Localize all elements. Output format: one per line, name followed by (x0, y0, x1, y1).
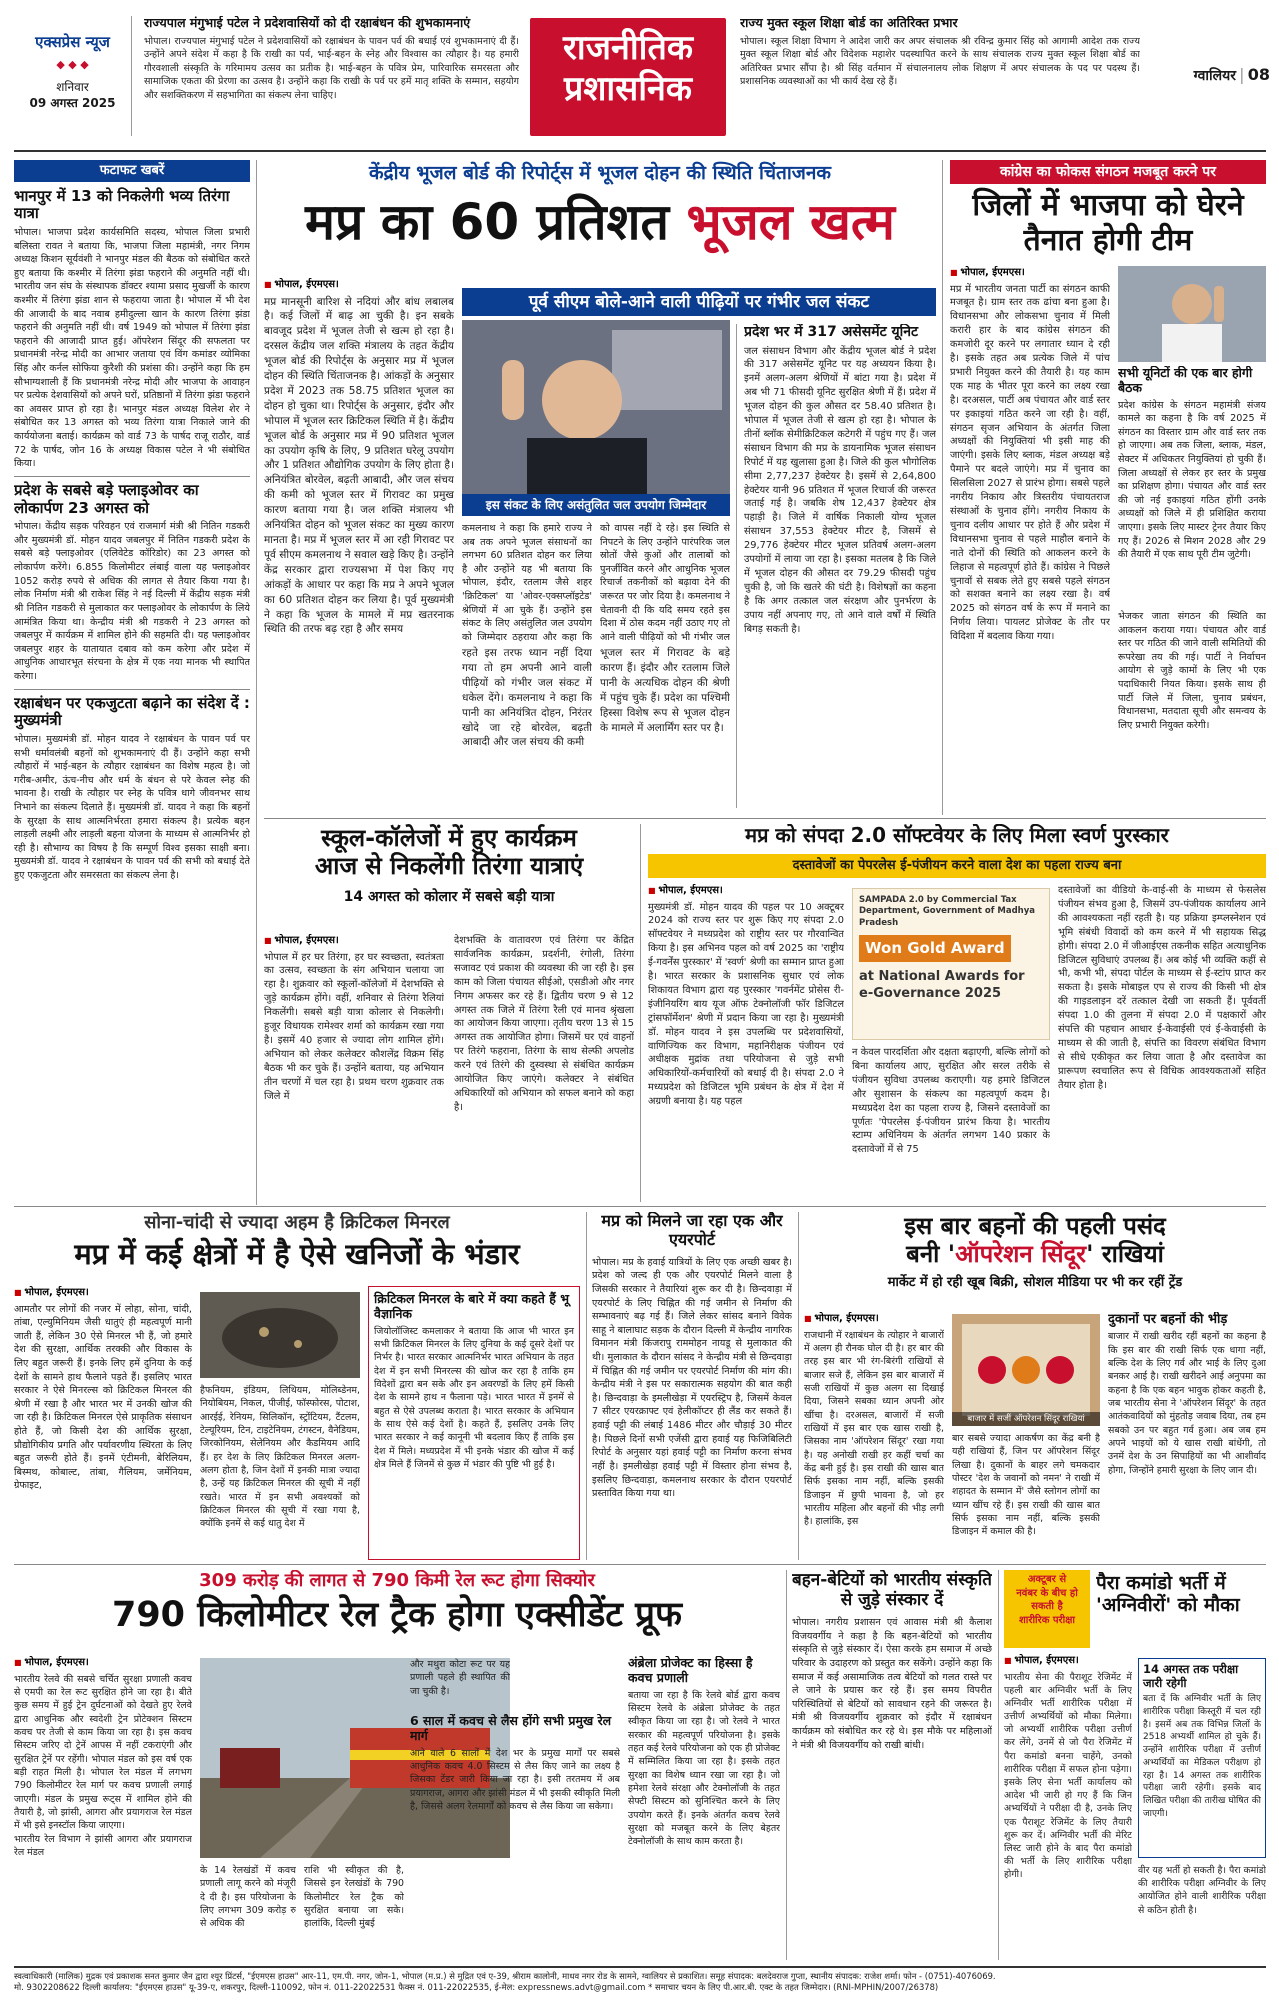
award-title: Won Gold Award (859, 935, 1011, 961)
groundwater-story (264, 160, 936, 815)
fatafat-item-headline: प्रदेश के सबसे बड़े फ्लाइओवर का लोकार्पण 23 अगस्त को (14, 480, 199, 517)
schools-subhead: 14 अगस्त को कोलार में सबसे बड़ी यात्रा (343, 888, 555, 905)
page-divider: | (1239, 65, 1245, 84)
masthead-brand-block (14, 16, 132, 136)
section-rule (264, 818, 1266, 819)
section-banner (530, 18, 726, 136)
congress-headline: जिलों में भाजपा को घेरने तैनात होगी टीम (972, 188, 1244, 259)
byline: ■ भोपाल, ईएमएस। (14, 1656, 192, 1670)
congress-box-body: प्रदेश कांग्रेस के संगठन महामंत्री संजय कामले का कहना है कि वर्ष 2025 में संगठन का विस्तार ग्राम और वार्ड स्तर तक हो जाएगा। अब तक जिला, ब्लाक, मंडल, सेक्टर में अधिकतर नियुक्तियां हो चुकी हैं। जिला अध्यक्षों से लेकर हर स्तर के प्रमुख का प्रशिक्षण होगा। पंचायत और वार्ड स्तर की जो नई इकाइयां गठित होंगी उनके अध्यक्षों को जिले में ही प्रशिक्षित कराया जाएगा। इसके लिए मास्टर ट्रेनर तैयार किए गए हैं। 2026 से मिशन 2028 और 29 की तैयारी में एक साथ पूरी टीम जुटेगी। (1118, 399, 1266, 561)
rail-box-body: आने वाले 6 सालों में देश भर के प्रमुख मार्गों पर सबसे आधुनिक कवच 4.0 सिस्टम से लैस किए जाने का लक्ष्य है जिसका टेंडर जारी किया जा रहा है। इसी तरतमय में अब प्रयागराज, आगरा और झांसी मंडल में भी इसकी स्वीकृति मिली है, जिससे अलग रेलमार्गों को कवच से लैस किया जा सकेगा। (410, 1747, 620, 1812)
column-rule (998, 1570, 999, 1960)
rail-col4-body: और मथुरा कोटा रूट पर यह प्रणाली पहले ही स्थापित की जा चुकी है। (410, 1659, 510, 1697)
congress-kicker-bar (950, 160, 1266, 184)
divider (14, 689, 250, 690)
portrait-illustration (462, 320, 730, 516)
rakhi-box (1108, 1312, 1266, 1560)
top-right-headline: राज्य मुक्त स्कूल शिक्षा बोर्ड का अतिरिक्त प्रभार (740, 16, 958, 30)
groundwater-col2a (462, 522, 592, 642)
congress-box (1118, 366, 1266, 604)
groundwater-kicker: केंद्रीय भूजल बोर्ड की रिपोर्ट्स में भूजल दोहन की स्थिति चिंताजनक (368, 162, 832, 184)
agniveer-badge-line3: सकती है (1031, 1601, 1063, 1612)
rail-col3 (304, 1864, 404, 1960)
agniveer-story (1004, 1570, 1266, 1960)
minerals-box-head: क्रिटिकल मिनरल के बारे में क्या कहते हैं भू वैज्ञानिक (374, 1291, 570, 1321)
congress-box-head: सभी यूनिटों की एक बार होगी बैठक (1118, 366, 1253, 395)
rail-col1 (14, 1656, 192, 1960)
leader-illustration (1118, 266, 1266, 362)
rail-col2 (200, 1864, 296, 1960)
divider (14, 476, 250, 477)
photo-caption-bar (462, 494, 730, 516)
rock-illustration (200, 1292, 360, 1378)
sampada-col2-body: न केवल पारदर्शिता और दक्षता बढ़ाएगी, बल्कि लोगों को बिना कार्यालय आए, सुरक्षित और सरल तरीके से पंजीयन सुविधा उपलब्ध कराएगी। यह हमारे डिजिटल और सुशासन के संकल्प का महत्वपूर्ण कदम है। मध्यप्रदेश देश का पहला राज्य है, जिसने दस्तावेजों का पूर्णतः 'पेपरलेस ई-पंजीयन प्रारंभ किया है। भारतीय स्टाम्प अधिनियम के अंतर्गत लगभग 140 प्रकार के दस्तावेजों में से 75 (852, 1047, 1050, 1156)
airport-headline: मप्र को मिलने जा रहा एक और एयरपोर्ट (601, 1212, 783, 1249)
fatafat-item-headline: रक्षाबंधन पर एकजुटता बढ़ाने का संदेश दें : मुख्यमंत्री (14, 693, 250, 730)
congress-col2 (1118, 610, 1266, 814)
sampada-col3-body: दस्तावेजों का वीडियो के-वाई-सी के माध्यम से फेसलेस पंजीयन संभव हुआ है, जिसमें उप-पंजीयक कार्यालय आने की आवश्यकता नहीं रहती है। यह प्रक्रिया इम्प्लस्नेशन एवं भूमि संबंधी विवादों को कम करने में भी सहायक सिद्ध होगी। संपदा 2.0 में जीआईएस तकनीक सहित अत्याधुनिक डिजिटल सुविधाएं उपलब्ध हैं। अब कोई भी व्यक्ति कहीं से भी, कभी भी, संपदा पोर्टल के माध्यम से ई-स्टांप प्राप्त कर सकता है। इसके मोबाइल एप से राज्य की किसी भी क्षेत्र की गाइडलाइन दरें तत्काल देखी जा सकती हैं। पूर्ववर्ती संपदा 1.0 की तुलना में संपदा 2.0 में पक्षकारों और संपत्ति की पहचान आधार ई-केवाईसी एवं ई-केवाईसी के माध्यम से की जाती है, संपत्ति का विवरण संबंधित विभाग से सीधे एकीकृत कर लिया जाता है और दस्तावेज का प्रारूपण स्वचालित रूप से विधिक आवश्यकताओं सहित तैयार होता है। (1058, 885, 1266, 1091)
congress-story (950, 160, 1266, 815)
rakhi-headline-post: ' राखियां (1086, 1240, 1164, 1269)
groundwater-col2b-body: को वापस नहीं दे रहे। इस स्थिति से निपटने के लिए उन्होंने पारंपरिक जल स्रोतों जैसे कुओं और तालाबों को पुनर्जीवित करने और आधुनिक भूजल रिचार्ज तकनीकों को बढ़ावा देने की जरूरत पर जोर दिया है। कमलनाथ ने चेतावनी दी कि यदि समय रहते इस दिशा में ठोस कदम नहीं उठाए गए तो आने वाली पीढ़ियों को भी गंभीर जल (600, 523, 730, 642)
rail-box (410, 1714, 620, 1960)
column-rule (586, 1212, 587, 1560)
agniveer-box (1138, 1658, 1266, 1858)
rakhi-body: राजधानी में रक्षाबंधन के त्योहार ने बाजारों में अलग ही रौनक घोल दी है। हर बार की तरह इस बार भी रंग-बिरंगी राखियों से बाजार सजे हैं, लेकिन इस बार बाजारों में सजी राखियों में कुछ अलग सा दिखाई दिया, जिसने सबका ध्यान अपनी ओर खींचा है। दरअसल, बाजारों में सजी राखियों में इस बार एक खास राखी है, जिसका नाम 'ऑपरेशन सिंदूर' रखा गया है। यह अनोखी राखी हर कहीं चर्चा का केंद्र बनी हुई है। इस राखी की खास बात सिर्फ इसका नाम नहीं, बल्कि इसकी डिजाइन में छुपी भावना है, जो हर भारतीय महिला और बहनों की भीड़ लगी है। हालांकि, इस (804, 1329, 944, 1528)
rakhi-illustration (952, 1314, 1100, 1426)
sampada-subhead: दस्तावेजों का पेपरलेस ई-पंजीयन करने वाला देश का पहला राज्य बना (792, 857, 1122, 873)
groundwater-col2d-body: भूजल स्तर में गिरावट के बड़े कारण हैं। इंदौर और रतलाम जिले पानी के अत्यधिक दोहन की श्रेणी में पहुंच चुके हैं। प्रदेश का पश्चिमी हिस्सा विशेष रूप से भूजल दोहन के मामले में अलार्मिंग स्तर पर है। (600, 647, 730, 734)
fatafat-item (14, 482, 250, 684)
congress-body2: भेजकर जाता संगठन की स्थिति का आकलन कराया गया। पंचायत और वार्ड स्तर पर गठित की जाने वाली समितियों की रूपरेखा तय की गई। पार्टी ने निर्वाचन आयोग से जुड़े कामों के लिए भी एक पदाधिकारी नियत किया। इसके साथ ही पार्टी जिले में जिला, चुनाव प्रबंधन, विधानसभा, मतदाता सूची और समन्वय के लिए प्रभारी नियुक्त करेगी। (1118, 611, 1266, 731)
top-right-body: भोपाल। स्कूल शिक्षा विभाग ने आदेश जारी कर अपर संचालक श्री रविन्द्र कुमार सिंह को आगामी आदेश तक राज्य मुक्त स्कूल शिक्षा बोर्ड और विदेशक महाशेर पदस्थापित करने के साथ संचालक राज्य मुक्त स्कूल शिक्षा बोर्ड का अतिरिक्त प्रभार सौंपा है। श्री सिंह वर्तमान में संचालनालय लोक शिक्षण में अपर संचालक के पद पर पदस्थ हैं। प्रशासनिक व्यवस्थाओं का भी कार्य देख रहे हैं। (740, 35, 1140, 88)
kamalnath-photo (462, 320, 730, 516)
congress-col1 (950, 266, 1110, 814)
agniveer-badge-line2: नवंबर के बीच हो (1016, 1587, 1078, 1599)
section-name-line2: प्रशासनिक (563, 68, 693, 109)
minerals-box (368, 1286, 580, 1560)
agniveer-badge-line1: अक्टूबर से (1027, 1574, 1067, 1585)
rakhi-photo (952, 1314, 1100, 1426)
sampada-col1 (648, 884, 844, 1202)
rakhi-col2 (952, 1432, 1100, 1560)
agniveer-badge-line4: शारीरिक परीक्षा (1018, 1614, 1076, 1626)
rail-kicker: 309 करोड़ की लागत से 790 किमी रेल रूट होगा सिक्योर (199, 1570, 595, 1591)
groundwater-sidebar-body: जल संसाधन विभाग और केंद्रीय भूजल बोर्ड ने प्रदेश की 317 असेसमेंट यूनिट पर यह अध्ययन किया है। इनमें अलग-अलग श्रेणियों में बांटा गया है। प्रदेश में अब भी 71 फीसदी यूनिट सुरक्षित श्रेणी में हैं। प्रदेश में भूजल दोहन की कुल औसत दर 58.40 प्रतिशत है। भोपाल में भूजल तेजी से खत्म हो रहा है। भोपाल के तीनों ब्लॉक सेमीक्रिटिकल कटेगरी में पहुंच गए हैं। जल संसाधन विभाग की मप्र के डायनामिक भूजल संसाधन रिपोर्ट में यह खुलासा हुआ है। जिले की कुल भौगोलिक सीमा 2,77,237 हेक्टेयर है। इसमें से 2,64,800 हेक्टेयर यानी 96 प्रतिशत में भूजल रिचार्ज की जरूरत जताई गई है। जबकि शेष 12,437 हेक्टेयर क्षेत्र पहाड़ी है। जिले में वार्षिक निकाली योग्य भूजल संसाधन 37,553 हेक्टेयर मीटर है, जिसमें से 29,776 हेक्टेयर मीटर भूजल प्रतिवर्ष अलग-अलग उपयोगों में लाया जा रहा है। इसका मतलब है कि जिले में भूजल दोहन की औसत दर 79.29 फीसदी पहुंच चुकी है, जो कि खतरे की घंटी है। विशेषज्ञों का कहना है कि अगर तत्काल जल संरक्षण और पुनर्भरण के उपाय नहीं अपनाए गए, तो आने वाले वर्षों में स्थिति बिगड़ सकती है। (744, 345, 936, 635)
imprint-line2: मो. 9302208622 दिल्ली कार्यालय: "ईएमएस हाउस" यू-39-ए, शकरपुर, दिल्ली-110092, फोन नं. 011-22022531 फैक्स नं. 011-22022535, ई-मेल: expressnews.advt@gmail.com * समाचार चयन के लिए पी.आर.बी. एक्ट के तहत जिम्मेदार। (RNI-MPHIN/2007/26378) (14, 1982, 939, 1993)
top-left-story (144, 16, 519, 140)
schools-story (264, 824, 634, 1202)
sampada-col1-body: मुख्यमंत्री डॉ. मोहन यादव की पहल पर 10 अक्टूबर 2024 को राज्य स्तर पर शुरू किए गए संपदा 2.0 सॉफ्टवेयर ने मध्यप्रदेश को राष्ट्रीय स्तर पर गौरवान्वित किया है। इस अभिनव पहल को वर्ष 2025 का 'राष्ट्रीय ई-गवर्नेंस पुरस्कार' में 'स्वर्ण' श्रेणी का सम्मान प्राप्त हुआ है। भारत सरकार के प्रशासनिक सुधार एवं लोक शिकायत विभाग द्वारा यह पुरस्कार 'गवर्नमेंट प्रोसेस री-इंजीनियरिंग बाय यूज ऑफ टेक्नोलॉजी फॉर डिजिटल ट्रांसफॉर्मेशन' श्रेणी में प्रदान किया जा रहा है। मुख्यमंत्री डॉ. मोहन यादव ने इस उपलब्धि पर प्रदेशवासियों, वाणिज्यिक कर विभाग, महानिरीक्षक पंजीयन एवं अधीक्षक मुद्रांक तथा परियोजना से जुड़े सभी अधिकारियों-कर्मचारियों को बधाई दी है। संपदा 2.0 ने मध्यप्रदेश को डिजिटल भूमि प्रबंधन के क्षेत्र में देश में अग्रणी बनाया है। यह पहल (648, 901, 844, 1108)
fatafat-item (14, 695, 250, 883)
byline: ■ भोपाल, ईएमएस। (648, 884, 844, 898)
agniveer-body: भारतीय सेना की पैराशूट रेजिमेंट में पहली बार अग्निवीर भर्ती के लिए अग्निवीर भर्ती शारीरिक परीक्षा में उत्तीर्ण अभ्यर्थियों को मौका मिलेगा। जो अभ्यर्थी शारीरिक परीक्षा उत्तीर्ण कर लेंगे, उनमें से जो पैरा रेजिमेंट में पैरा कमांडो बनना चाहेंगे, उनको शारीरिक परीक्षा में सफल होना पड़ेगा। इसके लिए सेना भर्ती कार्यालय को आदेश भी जारी हो गए हैं कि जिन अभ्यर्थियों ने परीक्षा दी है, उनके लिए एक पैराशूट रेजिमेंट के लिए तैयारी शुरू कर दें। अग्निवीर भर्ती की मेरिट लिस्ट जारी होने के बाद पैरा कमांडो की भर्ती के लिए शारीरिक परीक्षा होगी। (1004, 1671, 1132, 1881)
schools-headline-line1: स्कूल-कॉलेजों में हुए कार्यक्रम (321, 824, 577, 852)
issue-date: 09 अगस्त 2025 (29, 96, 116, 111)
rail-col1b-body: भारतीय रेल विभाग ने झांसी आगरा और प्रयागराज रेल मंडल (14, 1833, 192, 1858)
rail-col1-body: भारतीय रेलवे की सबसे चर्चित सुरक्षा प्रणाली कवच से एमपी का रेल रूट सुरक्षित होने जा रहा है। बीते कुछ समय में हुई ट्रेन दुर्घटनाओं को देखते हुए रेलवे द्वारा आधुनिक और स्वदेशी ट्रेन प्रोटेक्शन सिस्टम कवच पर तेजी से काम किया जा रहा है। इस कवच सिस्टम जरिए दो ट्रेनें आपस में नहीं टकराएंगी और सुरक्षित ट्रेनें पर रहेंगी। भोपाल मंडल को इस वर्ष एक बड़ी राहत मिली है। भोपाल रेल मंडल में लगभग 790 किलोमीटर रेल मार्ग पर कवच प्रणाली लगाई जाएगी। मंडल के प्रमुख रूट्स में शामिल होने की तैयारी है, जो झांसी, आगरा और प्रयागराज रेल मंडल में भी इसे इनस्टॉल किया जाएगा। (14, 1673, 192, 1832)
rakhi-story (804, 1212, 1266, 1560)
minerals-kicker: सोना-चांदी से ज्यादा अहम है क्रिटिकल मिनरल (144, 1212, 450, 1233)
sanskriti-body: भोपाल। नगरीय प्रशासन एवं आवास मंत्री श्री कैलाश विजयवर्गीय ने कहा है कि बहन-बेटियों को भारतीय संस्कृति से जुड़े संस्कार दें। ऐसा करके हम समाज में अच्छे परिवार के उदाहरण को प्रस्तुत कर सकेंगे। उन्होंने कहा कि समाज में कई असामाजिक तत्व बेटियों को गलत रास्ते पर ले जाने के प्रयास कर रहे हैं। इस समय विपरीत परिस्थितियों से बेटियों को सावधान रहने की जरूरत है। मंत्री श्री विजयवर्गीय शुक्रवार को इंदौर में रक्षाबंधन कार्यक्रम को संबोधित कर रहे थे। इस मौके पर महिलाओं ने मंत्री श्री विजयवर्गीय को राखी बांधी। (792, 1617, 992, 1751)
minerals-col1-body: आमतौर पर लोगों की नजर में लोहा, सोना, चांदी, तांबा, एल्युमिनियम जैसी धातुएं ही महत्वपूर्ण मानी जाती हैं, लेकिन 30 ऐसे मिनरल भी हैं, जो हमारे देश की सुरक्षा, आर्थिक तरक्की और विकास के लिए बहुत जरूरी हैं। इनके लिए हमें दुनिया के कई देशों के सामने हाथ फैलाने पड़ते हैं। इसलिए भारत सरकार ने ऐसे मिनरल्स को क्रिटिकल मिनरल की श्रेणी में रखा है और भारत भर में उनकी खोज की जा रही है। क्रिटिकल मिनरल ऐसे प्राकृतिक संसाधन होते हैं, जो किसी देश की आर्थिक सुरक्षा, प्रौद्योगिकीय प्रगति और पर्यावरणीय स्थिरता के लिए बहुत जरूरी होते हैं। इनमें एंटीमनी, बेरिलियम, बिस्मथ, कोबाल्ट, तांबा, गैलियम, जर्मेनियम, ग्रेफाइट, (14, 1303, 192, 1492)
sampada-headline: मप्र को संपदा 2.0 सॉफ्टवेयर के लिए मिला स्वर्ण पुरस्कार (745, 824, 1169, 847)
groundwater-subhead: पूर्व सीएम बोले-आने वाली पीढ़ियों पर गंभीर जल संकट (528, 292, 870, 312)
agniveer-headline-line2: 'अग्निवीरों' को मौका (1096, 1594, 1240, 1617)
fatafat-item-headline: भानपुर में 13 को निकलेगी भव्य तिरंगा यात्रा (14, 186, 230, 223)
fatafat-item (14, 188, 250, 471)
masthead-rule (14, 150, 1266, 152)
sampada-col3 (1058, 884, 1266, 1202)
page-label (1150, 64, 1270, 94)
congress-body: मप्र में भारतीय जनता पार्टी का संगठन काफी मजबूत है। ग्राम स्तर तक ढांचा बना हुआ है। विधानसभा और लोकसभा चुनाव में मिली करारी हार के बाद कांग्रेस संगठन की कमजोरी दूर करने पर लगातार ध्यान दे रही है। इसके तहत अब प्रत्येक जिले में पांच प्रभारी नियुक्त करने की तैयारी है। यह काम एक माह के भीतर पूरा करने का लक्ष्य रखा है। दरअसल, पार्टी अब पंचायत और वार्ड स्तर पर इकाइयां गठित करने जा रही है। वहीं, संगठन सृजन अभियान के अंतर्गत जिला अध्यक्षों की नियुक्तियां भी इसी माह की जाएंगी। इसके लिए ब्लाक, मंडल अध्यक्ष बड़े पैमाने पर बदले जाएंगे। मप्र में चुनाव का सिलसिला 2027 से प्रारंभ होगा। सबसे पहले नगरीय निकाय और त्रिस्तरीय पंचायतराज संस्थाओं के चुनाव होंगे। नगरीय निकाय के चुनाव दलीय आधार पर होते हैं और प्रदेश में विधानसभा चुनाव से पहले माहौल बनाने के नाते दोनों की स्थिति को आकलन करने के लिहाज से महत्वपूर्ण होते हैं। कांग्रेस ने पिछले चुनावों से सबक लेते हुए सबसे पहले संगठन को सशक्त बनाने का लक्ष्य रखा है। वर्ष 2025 को संगठन वर्ष के रूप में मनाने का निर्णय लिया। पायलट प्रोजेक्ट के तौर पर विदिशा में बदलाव किया गया। (950, 283, 1110, 643)
schools-col1 (264, 934, 444, 1202)
column-rule (640, 824, 641, 1202)
agniveer-headline-line1: पैरा कमांडो भर्ती में (1096, 1572, 1226, 1594)
top-left-body: भोपाल। राज्यपाल मंगुभाई पटेल ने प्रदेशवासियों को रक्षाबंधन के पावन पर्व की बधाई एवं शुभकामनाएं दी हैं। उन्होंने अपने संदेश में कहा है कि राखी का पर्व, भाई-बहन के स्नेह और विश्वास का त्यौहार है। यह हमारी गौरवशाली संस्कृति के गरिमामय उत्सव का प्रतीक है। भाई-बहन के पवित्र प्रेम, पारिवारिक समरसता और सामाजिक एकता की प्रेरणा का उत्सव है। उन्होंने कहा कि राखी के पर्व पर हमें मातृ शक्ति के सम्मान, सहयोग और सशक्तिकरण में सहभागिता का संकल्प लेना चाहिए। (144, 35, 519, 101)
groundwater-col1 (264, 278, 454, 808)
groundwater-sidebar (744, 324, 936, 812)
airport-story (592, 1212, 792, 1560)
award-sub: at National Awards for e-Governance 2025 (859, 968, 1025, 1002)
photo-caption: इस संकट के लिए असंतुलित जल उपयोग जिम्मेदार (485, 498, 707, 512)
rakhi-headline-accent: ऑपरेशन सिंदूर (955, 1240, 1087, 1269)
brand-name: एक्सप्रेस न्यूज (35, 33, 110, 51)
issue-day: शनिवार (56, 80, 89, 95)
schools-col1-body: भोपाल में हर घर तिरंगा, हर घर स्वच्छता, स्वतंत्रता का उत्सव, स्वच्छता के संग अभियान चलाया जा रहा है। शुक्रवार को स्कूलों-कॉलेजों में देशभक्ति से जुड़े कार्यक्रम होंगे। वहीं, शनिवार से तिरंगा रैलियां निकलेंगी। सबसे बड़ी यात्रा कोलार से निकलेगी। हुजूर विधायक रामेश्वर शर्मा को कार्यक्रम रखा गया है। इसमें 40 हजार से ज्यादा लोग शामिल होंगे। अभियान को लेकर कलेक्टर कौशलेंद्र विक्रम सिंह बैठक भी कर चुके हैं। उन्होंने बताया, यह अभियान तीन चरणों में चल रहा है। प्रथम चरण शुक्रवार तक जिले में (264, 951, 444, 1102)
photo-caption-bar (952, 1412, 1100, 1426)
column-rule (942, 160, 943, 815)
rail-side-head: अंब्रेला प्रोजेक्ट का हिस्सा है कवच प्रणाली (628, 1656, 753, 1685)
groundwater-col2c-body: रहते इस तरफ ध्यान नहीं दिया गया तो हम अपनी आने वाली पीढ़ियों को गंभीर जल संकट में धकेल देंगे। कमलनाथ ने कहा कि पानी का अनियंत्रित दोहन, निरंतर खोदे जा रहे बोरवेल, बढ़ती आबादी और जल संचय की कमी (462, 647, 592, 749)
section-rule (14, 1206, 1266, 1207)
agniveer-col1 (1004, 1654, 1132, 1960)
rail-side-body: बताया जा रहा है कि रेलवे बोर्ड द्वारा कवच सिस्टम रेलवे के अंब्रेला प्रोजेक्ट के तहत स्वीकृत किया जा रहा है। जो रेलवे ने भारत सरकार की महत्वपूर्ण परियोजना है। इसके तहत कई रेलवे परियोजना को एक ही प्रोजेक्ट में सम्मिलित किया जा रहा है। इसके तहत सुरक्षा का विशेष ध्यान रखा जा रहा है। जो हमेशा रेलवे संरक्षा और टेक्नोलॉजी के तहत सेफ्टी सिस्टम को सुनिश्चित करने के लिए उपयोग करते हैं। इनके अंतर्गत कवच रेलवे सुरक्षा को मजबूत करने के लिए बेहतर टेक्नोलॉजी के साथ काम करता है। (628, 1689, 780, 1848)
groundwater-headline-main: मप्र का 60 प्रतिशत (305, 193, 687, 252)
rakhi-photo-caption: बाजार में सजीं ऑपरेशन सिंदूर राखियां (967, 1414, 1085, 1424)
minerals-col1 (14, 1286, 192, 1560)
top-left-headline: राज्यपाल मंगुभाई पटेल ने प्रदेशवासियों को दी रक्षाबंधन की शुभकामनाएं (144, 16, 471, 30)
rail-story (14, 1570, 780, 1960)
masthead (0, 0, 1279, 148)
top-right-story (740, 16, 1140, 140)
fatafat-label: फटाफट खबरें (14, 160, 250, 182)
rakhi-box-head: दुकानों पर बहनों की भीड़ (1108, 1312, 1228, 1327)
groundwater-col1-body: मप्र मानसूनी बारिश से नदियां और बांध लबालब है। कई जिलों में बाढ़ आ चुकी है। इन सबके बावजूद प्रदेश में भूजल तेजी से खत्म हो रहा है। दरसल केंद्रीय जल शक्ति मंत्रालय के तहत केंद्रीय भूजल बोर्ड की रिपोर्ट्स के अनुसार मप्र में भूजल दोहन की स्थिति चिंताजनक है। आंकड़ों के अनुसार प्रदेश में 2023 तक 58.75 प्रतिशत भूजल का दोहन हो चुका था। रिपोर्ट्स के अनुसार, इंदौर और भोपाल में भूजल स्तर क्रिटिकल स्थिति में है। केंद्रीय भूजल बोर्ड के अनुसार मप्र में 90 प्रतिशत भूजल का उपयोग कृषि के लिए, 9 प्रतिशत घरेलू उपयोग और 1 प्रतिशत औद्योगिक उपयोग के लिए होता है। अनियंत्रित बोरवेल, बढ़ती आबादी, और जल संचय की कमी को भूजल स्तर में गिरावट का प्रमुख कारण बताया गया है। जल शक्ति मंत्रालय भी अनियंत्रित दोहन को भूजल संकट का मुख्य कारण मानता है। मप्र में भूजल स्तर में आ रही गिरावट पर पूर्व सीएम कमलनाथ ने सवाल खड़े किए है। उन्होंने केंद्र सरकार द्वारा राज्यसभा में पेश किए गए आंकड़ों के आधार पर कहा कि मप्र ने अपने भूजल का 60 प्रतिशत दोहन कर लिया है। पूर्व मुख्यमंत्री ने कहा कि भूजल के मामले में मप्र खतरनाक स्थिति की तरफ बढ़ रहा है और समय (264, 295, 454, 636)
fatafat-column (14, 160, 250, 1205)
rail-col3-body: राशि भी स्वीकृत की है, जिससे इन रेलखंडों के 790 किलोमीटर रेल ट्रैक को सुरक्षित बनाया जा सके। हालांकि, दिल्ली मुंबई (304, 1865, 404, 1930)
groundwater-col2b (600, 522, 730, 642)
byline: ■ भोपाल, ईएमएस। (804, 1312, 944, 1326)
rakhi-body2: बार सबसे ज्यादा आकर्षण का केंद्र बनी है यही राखियां हैं, जिन पर ऑपरेशन सिंदूर लिखा है। दुकानों के बाहर लगे चमकदार पोस्टर 'देश के जवानों को नमन' ने राखी में शहादत के सम्मान में' जैसे स्लोगन लोगों का ध्यान खींच रहे हैं। इस राखी की खास बात सिर्फ इसका नाम नहीं, बल्कि इसकी डिजाइन में कमाल की है। (952, 1433, 1100, 1538)
sampada-story (648, 824, 1266, 1202)
brand-ornament-icon: ◆ ◆ ◆ (56, 58, 89, 72)
groundwater-sidebar-head: प्रदेश भर में 317 असेसमेंट यूनिट (744, 324, 919, 340)
schools-col2-body: देशभक्ति के वातावरण एवं तिरंगा पर केंद्रित सार्वजनिक कार्यक्रम, प्रदर्शनी, रंगोली, तिरंगा सजावट एवं प्रकाश की व्यवस्था की जा रही है। इस काम को जिला पंचायत सीईओ, एसडीओ और नगर निगम अफसर कर रहे हैं। द्वितीय चरण 9 से 12 अगस्त तक जिले में तिरंगा रैली एवं मानव श्रृंखला का आयोजन किया जाएगा। तृतीय चरण 13 से 15 अगस्त तक आयोजित होगा। जिसमें घर एवं वाहनों पर तिरंगे फहराना, तिरंगा के साथ सेल्फी अपलोड करने एवं तिरंगे की दुस्वस्था से संबंधित कार्यक्रम आयोजित किए जाएंगे। कलेक्टर ने संबंधित अधिकारियों को अभियान को सफल बनाने को कहा है। (454, 935, 634, 1113)
minerals-photo (200, 1292, 360, 1378)
congress-photo (1118, 266, 1266, 362)
agniveer-col2 (1138, 1864, 1266, 1960)
groundwater-subhead-banner (462, 288, 936, 316)
column-rule (786, 1570, 787, 1960)
sidebar-rule (736, 324, 737, 808)
sampada-col2 (852, 1046, 1050, 1202)
city-name: ग्वालियर (1193, 68, 1236, 84)
rail-headline: 790 किलोमीटर रेल ट्रैक होगा एक्सीडेंट प्रूफ (111, 1595, 683, 1636)
minerals-box-body: जियोलॉजिस्ट कमलाकर ने बताया कि आज भी भारत इन सभी क्रिटिकल मिनरल के लिए दुनिया के कई दूसरे देशों पर निर्भर है। भारत सरकार आत्मनिर्भर भारत अभियान के तहत देश में इन सभी मिनरल्स की खोज कर रहा है ताकि हम विदेशों द्वारा बन सके और इन अवरण्डों के लिए हमें किसी देश के सामने हाथ न फैलाना पड़े। भारत भारत में इनमें से बहुत से ऐसे उपलब्ध कराता है। भारत सरकार के अभियान के साथ ऐसे कई देशों है। कहते हैं, इसलिए उनके लिए भारत सरकार ने कई कानूनी भी बदलाव किए हैं ताकि इस देश में मिले। मध्यप्रदेश में भी इनके भंडार की खोज में कई क्षेत्र मिले हैं जिनमें से कुछ में भंडार की पुष्टि भी हुई है। (374, 1325, 574, 1470)
column-rule (798, 1212, 799, 1560)
page-number: 08 (1247, 65, 1270, 84)
sampada-subhead-bar (648, 854, 1266, 878)
minerals-story (14, 1212, 580, 1560)
airport-body: भोपाल। मप्र के हवाई यात्रियों के लिए एक अच्छी खबर है। प्रदेश को जल्द ही एक और एयरपोर्ट मिलने वाला है जिसकी सरकार ने तैयारियां शुरू कर दी है। छिन्दवाड़ा में एयरपोर्ट के लिए चिह्नित की गई जमीन से निर्माण की सम्भावनाएं बढ़ गई हैं। जिले लेकर सांसद बनाने विवेक साहू ने बालाघाट सड़क के दौरान दिल्ली में केन्द्रीय नागरिक विमानन मंत्री किंजरापु राममोहन नायडू से मुलाकात की थी। मुलाकात के दौरान सांसद ने केन्द्रीय मंत्री से छिन्दवाड़ा में चिह्नित की गई जमीन पर एयरपोर्ट निर्माण की मांग की। केन्द्रीय मंत्री ने इस पर सकारात्मक सहयोग की बात कही है। छिन्दवाड़ा के इमलीखेड़ा में एयरस्ट्रिप है, जिसमें केवल 7 सीटर एयरक्राफ्ट एवं हेलीकॉप्टर ही लैंड कर सकते हैं। हवाई पट्टी की लंबाई 1486 मीटर और चौड़ाई 30 मीटर है। पिछले दिनों सभी एजेंसी द्वारा हवाई यह फिजिबिलिटी रिपोर्ट के अनुसार यहां हवाई पट्टी का निर्माण करना संभव नहीं है। इमलीखेड़ा हवाई पट्टी में विस्तार होना संभव है, इसलिए छिन्दवाड़ा, कमलनाथ सरकार के दौरान एयरपोर्ट प्रस्तावित किया गया था। (592, 1256, 792, 1500)
byline: ■ भोपाल, ईएमएस। (1004, 1654, 1132, 1668)
rail-col2-body: के 14 रेलखंडों में कवच प्रणाली लागू करने को मंजूरी दे दी है। इस परियोजना के लिए लगभग 309 करोड़ रु से अधिक की (200, 1865, 296, 1930)
rail-col4 (410, 1658, 510, 1708)
agniveer-headline (1096, 1572, 1266, 1648)
congress-kicker: कांग्रेस का फोकस संगठन मजबूत करने पर (1000, 164, 1216, 180)
groundwater-col2c (462, 646, 592, 811)
minerals-col2 (200, 1384, 360, 1560)
schools-col2 (454, 934, 634, 1202)
column-rule (256, 160, 257, 1205)
rakhi-box-body: बाजार में राखी खरीद रहीं बहनों का कहना है कि इस बार की राखी सिर्फ एक धागा नहीं, बल्कि देश के लिए गर्व और भाई के लिए दुआ बनकर आई है। राखी खरीदने आई अनुपमा का कहना है कि एक बहन भावुक होकर कहती है, जब भारतीय सेना ने 'ऑपरेशन सिंदूर' के तहत आतंकवादियों को मुंहतोड़ जवाब दिया, तब हम सबको उन पर बहुत गर्व हुआ। अब जब हम अपने भाइयों को ये खास राखी बांधेंगी, तो उनमें देश के उन सिपाहियों का भी आशीर्वाद होगा, जिन्होंने हमारी सुरक्षा के लिए जान दी। (1108, 1331, 1266, 1476)
section-name-line1: राजनीतिक (563, 28, 693, 68)
award-top-text: SAMPADA 2.0 by Commercial Tax Department, Government of Madhya Pradesh (859, 895, 1035, 928)
rail-side (628, 1656, 780, 1960)
groundwater-headline (264, 192, 936, 252)
rakhi-headline-line2 (804, 1240, 1266, 1268)
agniveer-box-head: 14 अगस्त तक परीक्षा जारी रहेगी (1143, 1662, 1239, 1690)
rail-box-head: 6 साल में कवच से लैस होंगे सभी प्रमुख रेल मार्ग (410, 1714, 612, 1743)
groundwater-col2d (600, 646, 730, 811)
fatafat-item-body: भोपाल। केंद्रीय सड़क परिवहन एवं राजमार्ग मंत्री श्री नितिन गडकरी और मुख्यमंत्री डॉ. मोहन यादव जबलपुर में नितिन गडकरी प्रदेश के सबसे बड़े फ्लाइओवर (एलिवेटेड कॉरिडोर) का 23 अगस्त को लोकार्पण करेंगे। 6.855 किलोमीटर लंबाई वाला यह फ्लाइओवर 1052 करोड़ रुपये से अधिक की लागत से तैयार किया गया है। लोक निर्माण मंत्री श्री राकेश सिंह ने नई दिल्ली में केंद्रीय सड़क मंत्री श्री नितिन गडकरी से मुलाकात कर फ्लाइओवर के लोकार्पण के लिये आमंत्रित किया था। केन्द्रीय मंत्री श्री गडकरी ने 23 अगस्त को जबलपुर में कार्यक्रम में शामिल होने की सहमति दी। यह फ्लाइओवर जबलपुर शहर के यातायात दबाव को कम करेगा और प्रदेश में आधुनिक आधारभूत संरचना के क्षेत्र में एक नया मानक भी स्थापित करेगा। (14, 521, 250, 682)
agniveer-body2: वीर यह भर्ती हो सकती है। पैरा कमांडो की शारीरिक परीक्षा अग्निवीर के लिए आयोजित होने वाली शारीरिक परीक्षा से कठिन होती है। (1138, 1865, 1266, 1916)
rakhi-headline-line1: इस बार बहनों की पहली पसंद (904, 1212, 1166, 1240)
byline: ■ भोपाल, ईएमएस। (264, 278, 454, 292)
rakhi-col1 (804, 1312, 944, 1560)
fatafat-item-body: भोपाल। मुख्यमंत्री डॉ. मोहन यादव ने रक्षाबंधन के पावन पर्व पर सभी धर्मावलंबी बहनों को शुभकामनाएं दी हैं। उन्होंने कहा सभी त्यौहारों में भाई-बहन के त्यौहार रक्षाबंधन का विशेष महत्व है। जो गरीब-अमीर, ऊंच-नीच और धर्म के बंधन से परे केवल स्नेह की भावना है। राखी के त्यौहार पर स्नेह के पवित्र धागे जीवनभर साथ निभाने का संकल्प दिलाते हैं। मुख्यमंत्री डॉ. यादव ने कहा कि बहनों के सुरक्षा के साथ आत्मनिर्भरता हमारा संकल्प है। प्रत्येक बहन लाड़ली लक्ष्मी और लाड़ली बहना योजना के माध्यम से आत्मनिर्भर हो रही है। सौभाग्य का विषय है कि सम्पूर्ण विश्व इसका साक्षी बना। मुख्यमंत्री डॉ. यादव ने रक्षाबंधन के पावन पर्व की सभी को बधाई देते हुए एकजुटता और समरसता का संकल्प लेना है। (14, 733, 250, 882)
minerals-col2-body: हैफनियम, इंडियम, लिथियम, मोलिब्डेनम, नियोबियम, निकल, पीजीई, फॉस्फोरस, पोटाश, आरईई, रेनियम, सिलिकॉन, स्ट्रोंटियम, टैंटलम, टेल्यूरियम, टिन, टाइटेनियम, टंगस्टन, वैनेडियम, जिरकोनियम, सेलेनियम और कैडमियम आदि हैं। हर देश के लिए क्रिटिकल मिनरल अलग-अलग होता है, जिन देशों में इनकी मात्रा ज्यादा है, उन्हें यह क्रिटिकल मिनरल की सूची में नहीं रखते। भारत में इन सभी अवश्यकों को क्रिटिकल मिनरल की सूची में रखा गया है, क्योंकि इनमें से कई धातु देश में (200, 1385, 360, 1530)
imprint-footer (14, 1966, 1266, 2004)
award-graphic (852, 888, 1050, 1040)
groundwater-col2a-body: कमलनाथ ने कहा कि हमारे राज्य ने अब तक अपने भूजल संसाधनों का लगभग 60 प्रतिशत दोहन कर लिया है और उन्होंने यह भी बताया कि भोपाल, इंदौर, रतलाम जैसे शहर 'क्रिटिकल' या 'ओवर-एक्सप्लॉइटेड' श्रेणियों में आ चुके हैं। उन्होंने इस संकट के लिए असंतुलित जल उपयोग को जिम्मेदार ठहराया और कहा कि (462, 523, 592, 642)
section-rule (14, 1564, 1266, 1565)
rakhi-headline-pre: बनी ' (906, 1240, 956, 1269)
fatafat-item-body: भोपाल। भाजपा प्रदेश कार्यसमिति सदस्य, भोपाल जिला प्रभारी बलिस्ता रावत ने बताया कि, भाजपा जिला महामंत्री, नगर निगम अध्यक्ष किशन सूर्यवंशी ने भानपुर मंडल की बैठक को संबोधित करते हुए बताया कि कश्मीर में तिरंगा झंडा फहराने की अनुमति नहीं थी। भारतीय जन संघ के संस्थापक डॉक्टर श्यामा प्रसाद मुखर्जी के कारण कश्मीर में तिरंगा झंडा शान से फहराया जाता है। भोपाल में भी देश की आजादी के बाद नवाब हमीदुल्ला खान के कारण तिरंगा झंडा फहराने की अनुमति नहीं थी। वर्ष 1949 को भोपाल में तिरंगा झंडा फहराने की आजादी प्राप्त हुई। ऑपरेशन सिंदूर की सफलता पर प्रधानमंत्री नरेन्द्र मोदी का आभार जताया एवं विंग कमांडर व्योमिका सिंह और कर्नल सोफिया कुरैशी की प्रशंसा की। उन्होंने कहा कि हम सौभाग्यशाली हैं कि प्रधानमंत्री नरेन्द्र मोदी और भाजपा के आवाहन पर प्रत्येक देशवासियों को अपने घरों, प्रतिष्ठानों में तिरंगा झंडा फहराने का अवसर प्राप्त हो रहा है। भानपुर मंडल अध्यक्ष विलेश शेर ने संबोधित कर 13 अगस्त को भव्य तिरंगा यात्रा निकाले जाने की कार्ययोजना बताई। कार्यक्रम को वार्ड 73 के पार्षद राजू राठौर, वार्ड 72 के पार्षद, जोन 16 के अध्यक्ष विकास पटेल ने भी संबोधित किया। (14, 226, 250, 470)
minerals-headline: मप्र में कई क्षेत्रों में है ऐसे खनिजों के भंडार (74, 1237, 520, 1272)
imprint-line1: स्वत्वाधिकारी (मालिक) मुद्रक एवं प्रकाशक सनत कुमार जैन द्वारा श्यूर प्रिंटर्स, "ईएमएस हाउस" आर-11, एम.पी. नगर, जोन-1, भोपाल (म.प्र.) से मुद्रित एवं ए-39, श्रीराम कालोनी, माधव नगर रोड के सामने, ग्वालियर से प्रकाशित। समूह संपादक: बलदेवराज गुप्ता, स्थानीय संपादक: राजेश शर्मा। फोन - (0751)-4076069. (14, 1971, 996, 1981)
sanskriti-story (792, 1570, 992, 1960)
byline: ■ भोपाल, ईएमएस। (950, 266, 1110, 280)
byline: ■ भोपाल, ईएमएस। (264, 934, 444, 948)
byline: ■ भोपाल, ईएमएस। (14, 1286, 192, 1300)
agniveer-box-body: बता दें कि अग्निवीर भर्ती के लिए शारीरिक परीक्षा किस्तूरी में चल रही है। इसमें अब तक विभिन्न जिलों के 2518 अभ्यर्थी शामिल हो चुके हैं। उन्होंने शारीरिक परीक्षा में उत्तीर्ण अभ्यर्थियों का मेडिकल परीक्षण हो रहा है। 14 अगस्त तक शारीरिक परीक्षा जारी रहेगी। इसके बाद लिखित परीक्षा की तारीख घोषित की जाएगी। (1143, 1694, 1261, 1820)
schools-headline-line2: आज से निकलेंगी तिरंगा यात्राएं (314, 852, 584, 881)
rakhi-subhead: मार्केट में हो रही खूब बिक्री, सोशल मीडिया पर भी कर रहीं ट्रेंड (887, 1274, 1183, 1290)
groundwater-headline-accent: भूजल खत्म (686, 193, 895, 252)
sanskriti-headline: बहन-बेटियों को भारतीय संस्कृति से जुड़े संस्कार दें (792, 1570, 992, 1611)
agniveer-badge (1004, 1570, 1090, 1648)
